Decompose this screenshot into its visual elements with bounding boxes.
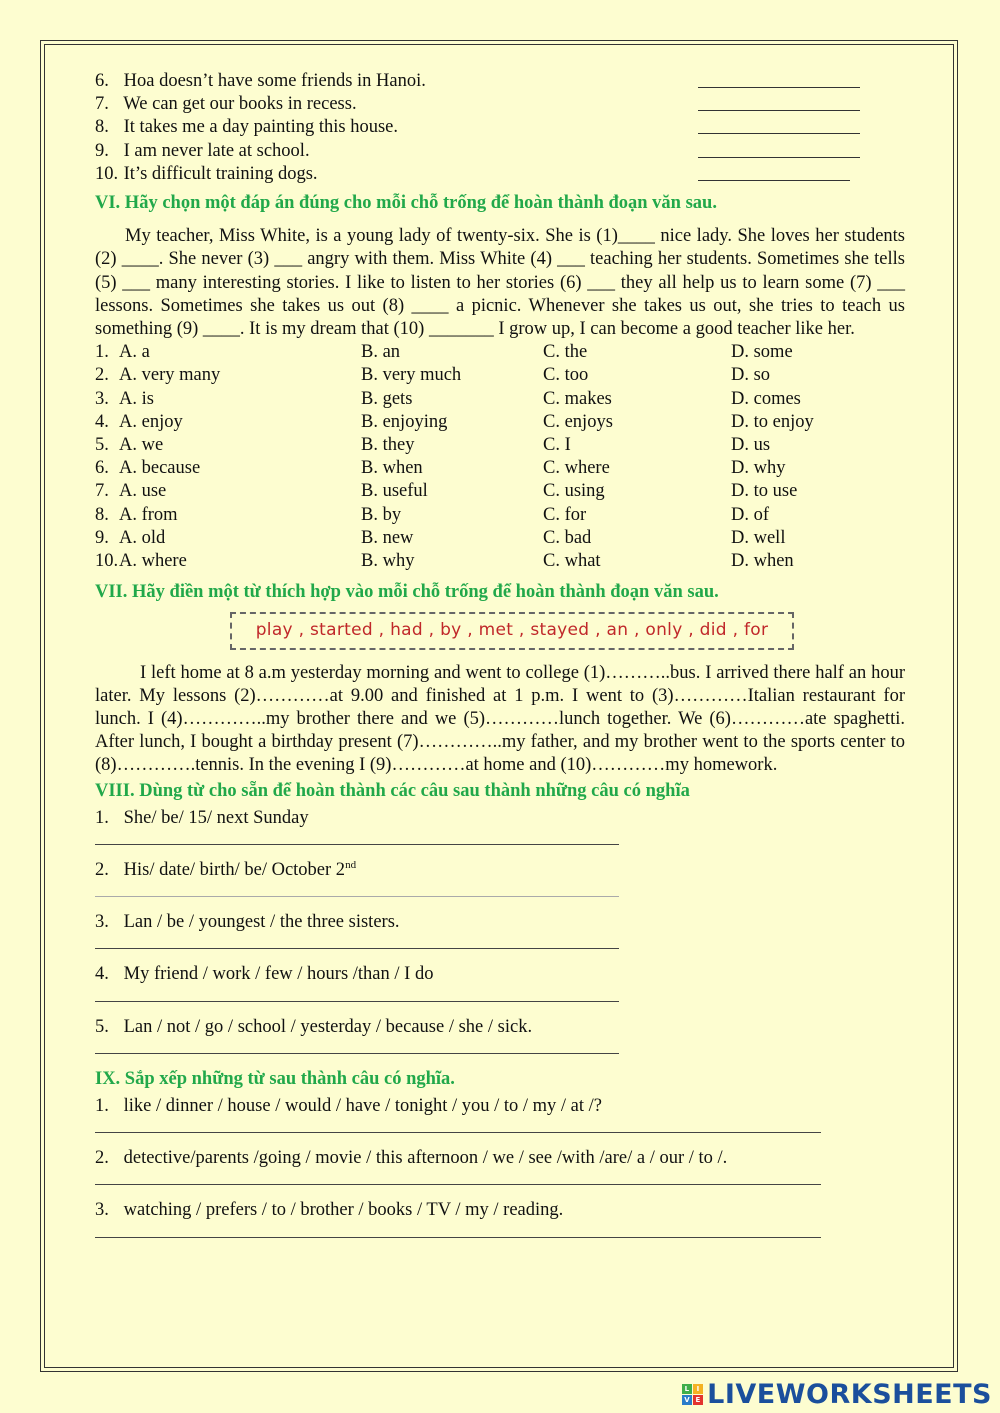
option-row: 7. A. use B. useful C. using D. to use xyxy=(95,480,905,503)
option-a[interactable]: A. old xyxy=(119,527,166,548)
option-d[interactable]: D. of xyxy=(731,504,770,525)
section6-passage: My teacher, Miss White, is a young lady of twenty-six. She is (1)____ nice lady. She loves her students (2) ____. She never (3) ___ angry with them. Miss White (4) ___ teaching her students. Sometimes she tells (5) ___ many interesting stories. I like to listen to her stories (6) ___ they all help us to learn some (7) ___ lessons. Sometimes she takes us out (8) ____ a picnic. Whenever she takes us out, she tries to teach us something (9) ____. It is my dream that (10) _______ I grow up, I can become a good teacher like her. xyxy=(95,226,905,339)
answer-line[interactable] xyxy=(95,987,619,1002)
option-b[interactable]: B. new xyxy=(361,527,414,548)
option-a[interactable]: A. a xyxy=(119,342,150,363)
answer-blank[interactable] xyxy=(698,140,860,158)
list-item: 5. Lan / not / go / school / yesterday / because / she / sick. xyxy=(95,1016,533,1037)
option-c[interactable]: C. for xyxy=(543,504,587,525)
answer-blank[interactable] xyxy=(698,93,860,111)
option-d[interactable]: D. comes xyxy=(731,388,801,409)
answer-blank[interactable] xyxy=(698,116,860,134)
option-b[interactable]: B. why xyxy=(361,550,415,571)
list-item: 7. We can get our books in recess. xyxy=(95,93,905,116)
option-d[interactable]: D. to enjoy xyxy=(731,411,814,432)
section8-items xyxy=(95,807,905,1054)
answer-blank[interactable] xyxy=(698,163,850,181)
option-c[interactable]: C. enjoys xyxy=(543,411,613,432)
list-item: 9. I am never late at school. xyxy=(95,140,905,163)
list-item: 4. My friend / work / few / hours /than / I do xyxy=(95,964,434,985)
option-b[interactable]: B. gets xyxy=(361,388,413,409)
answer-line[interactable] xyxy=(95,1223,821,1238)
list-item: 3. watching / prefers / to / brother / books / TV / my / reading. xyxy=(95,1200,564,1221)
option-b[interactable]: B. enjoying xyxy=(361,411,448,432)
option-d[interactable]: D. when xyxy=(731,550,794,571)
option-row: 2. A. very many B. very much C. too D. so xyxy=(95,364,905,387)
section7-heading: VII. Hãy điền một từ thích hợp vào mỗi chỗ trống để hoàn thành đoạn văn sau. xyxy=(95,582,719,603)
option-a[interactable]: A. because xyxy=(119,458,201,479)
list-item: 6. Hoa doesn’t have some friends in Hanoi. xyxy=(95,70,905,93)
option-row: 5. A. we B. they C. I D. us xyxy=(95,434,905,457)
option-b[interactable]: B. by xyxy=(361,504,402,525)
answer-line[interactable] xyxy=(95,1118,821,1133)
option-c[interactable]: C. where xyxy=(543,458,610,479)
option-c[interactable]: C. bad xyxy=(543,527,592,548)
option-b[interactable]: B. very much xyxy=(361,365,462,386)
option-d[interactable]: D. us xyxy=(731,434,771,455)
list-item: 1. She/ be/ 15/ next Sunday xyxy=(95,807,309,828)
option-b[interactable]: B. an xyxy=(361,342,401,363)
section6-options xyxy=(95,341,905,573)
answer-blank[interactable] xyxy=(698,70,860,88)
option-b[interactable]: B. when xyxy=(361,458,423,479)
logo-text: LIVEWORKSHEETS xyxy=(707,1379,992,1410)
section8-heading: VIII. Dùng từ cho sẵn để hoàn thành các câu sau thành những câu có nghĩa xyxy=(95,780,690,801)
logo-mark-icon: L I V E xyxy=(682,1384,703,1405)
option-row: 9. A. old B. new C. bad D. well xyxy=(95,527,905,550)
answer-line[interactable] xyxy=(95,882,619,897)
answer-line[interactable] xyxy=(95,1170,821,1185)
worksheet-content xyxy=(95,70,905,1252)
option-c[interactable]: C. makes xyxy=(543,388,612,409)
option-d[interactable]: D. so xyxy=(731,365,771,386)
section5-items xyxy=(95,70,905,186)
option-c[interactable]: C. too xyxy=(543,365,589,386)
option-c[interactable]: C. I xyxy=(543,434,571,455)
option-d[interactable]: D. well xyxy=(731,527,786,548)
option-row: 8. A. from B. by C. for D. of xyxy=(95,504,905,527)
option-d[interactable]: D. to use xyxy=(731,481,798,502)
option-row: 6. A. because B. when C. where D. why xyxy=(95,457,905,480)
section9-heading: IX. Sắp xếp những từ sau thành câu có nghĩa. xyxy=(95,1068,455,1089)
option-a[interactable]: A. is xyxy=(119,388,154,409)
list-item: 2. detective/parents /going / movie / this afternoon / we / see /with /are/ a / our / to /. xyxy=(95,1148,728,1169)
section6-heading: VI. Hãy chọn một đáp án đúng cho mỗi chỗ trống để hoàn thành đoạn văn sau. xyxy=(95,192,717,213)
list-item: 10. It’s difficult training dogs. xyxy=(95,163,905,186)
section9-items xyxy=(95,1095,905,1238)
option-row: 3. A. is B. gets C. makes D. comes xyxy=(95,388,905,411)
list-item: 3. Lan / be / youngest / the three sisters. xyxy=(95,912,400,933)
answer-line[interactable] xyxy=(95,1039,619,1054)
option-c[interactable]: C. the xyxy=(543,342,588,363)
list-item: 2. His/ date/ birth/ be/ October 2nd xyxy=(95,858,357,881)
option-a[interactable]: A. where xyxy=(119,550,187,571)
answer-line[interactable] xyxy=(95,830,619,845)
list-item: 1. like / dinner / house / would / have / tonight / you / to / my / at /? xyxy=(95,1096,602,1117)
section7-passage: I left home at 8 a.m yesterday morning and went to college (1)………..bus. I arrived there half an hour later. My lessons (2)…………at 9.00 and finished at 1 p.m. I went to (3)…………Italian restaurant for lunch. I (4)…………..my brother there and we (5)…………lunch together. We (6)…………ate spaghetti. After lunch, I bought a birthday present (7)…………..my father, and my brother went to the sports center to (8)………….tennis. In the evening I (9)…………at home and (10)…………my homework. xyxy=(95,662,905,776)
list-item: 8. It takes me a day painting this house. xyxy=(95,116,905,139)
option-c[interactable]: C. using xyxy=(543,481,605,502)
option-c[interactable]: C. what xyxy=(543,550,601,571)
option-row: 4. A. enjoy B. enjoying C. enjoys D. to enjoy xyxy=(95,411,905,434)
option-a[interactable]: A. from xyxy=(119,504,178,525)
option-b[interactable]: B. useful xyxy=(361,481,428,502)
option-a[interactable]: A. use xyxy=(119,481,167,502)
option-row: 10. A. where B. why C. what D. when xyxy=(95,550,905,573)
option-a[interactable]: A. we xyxy=(119,434,164,455)
option-d[interactable]: D. why xyxy=(731,458,786,479)
word-box: play , started , had , by , met , stayed , an , only , did , for xyxy=(230,612,794,649)
option-b[interactable]: B. they xyxy=(361,434,415,455)
option-a[interactable]: A. very many xyxy=(119,365,221,386)
option-a[interactable]: A. enjoy xyxy=(119,411,183,432)
liveworksheets-logo[interactable] xyxy=(682,1379,992,1410)
answer-line[interactable] xyxy=(95,934,619,949)
option-row: 1. A. a B. an C. the D. some xyxy=(95,341,905,364)
option-d[interactable]: D. some xyxy=(731,342,793,363)
